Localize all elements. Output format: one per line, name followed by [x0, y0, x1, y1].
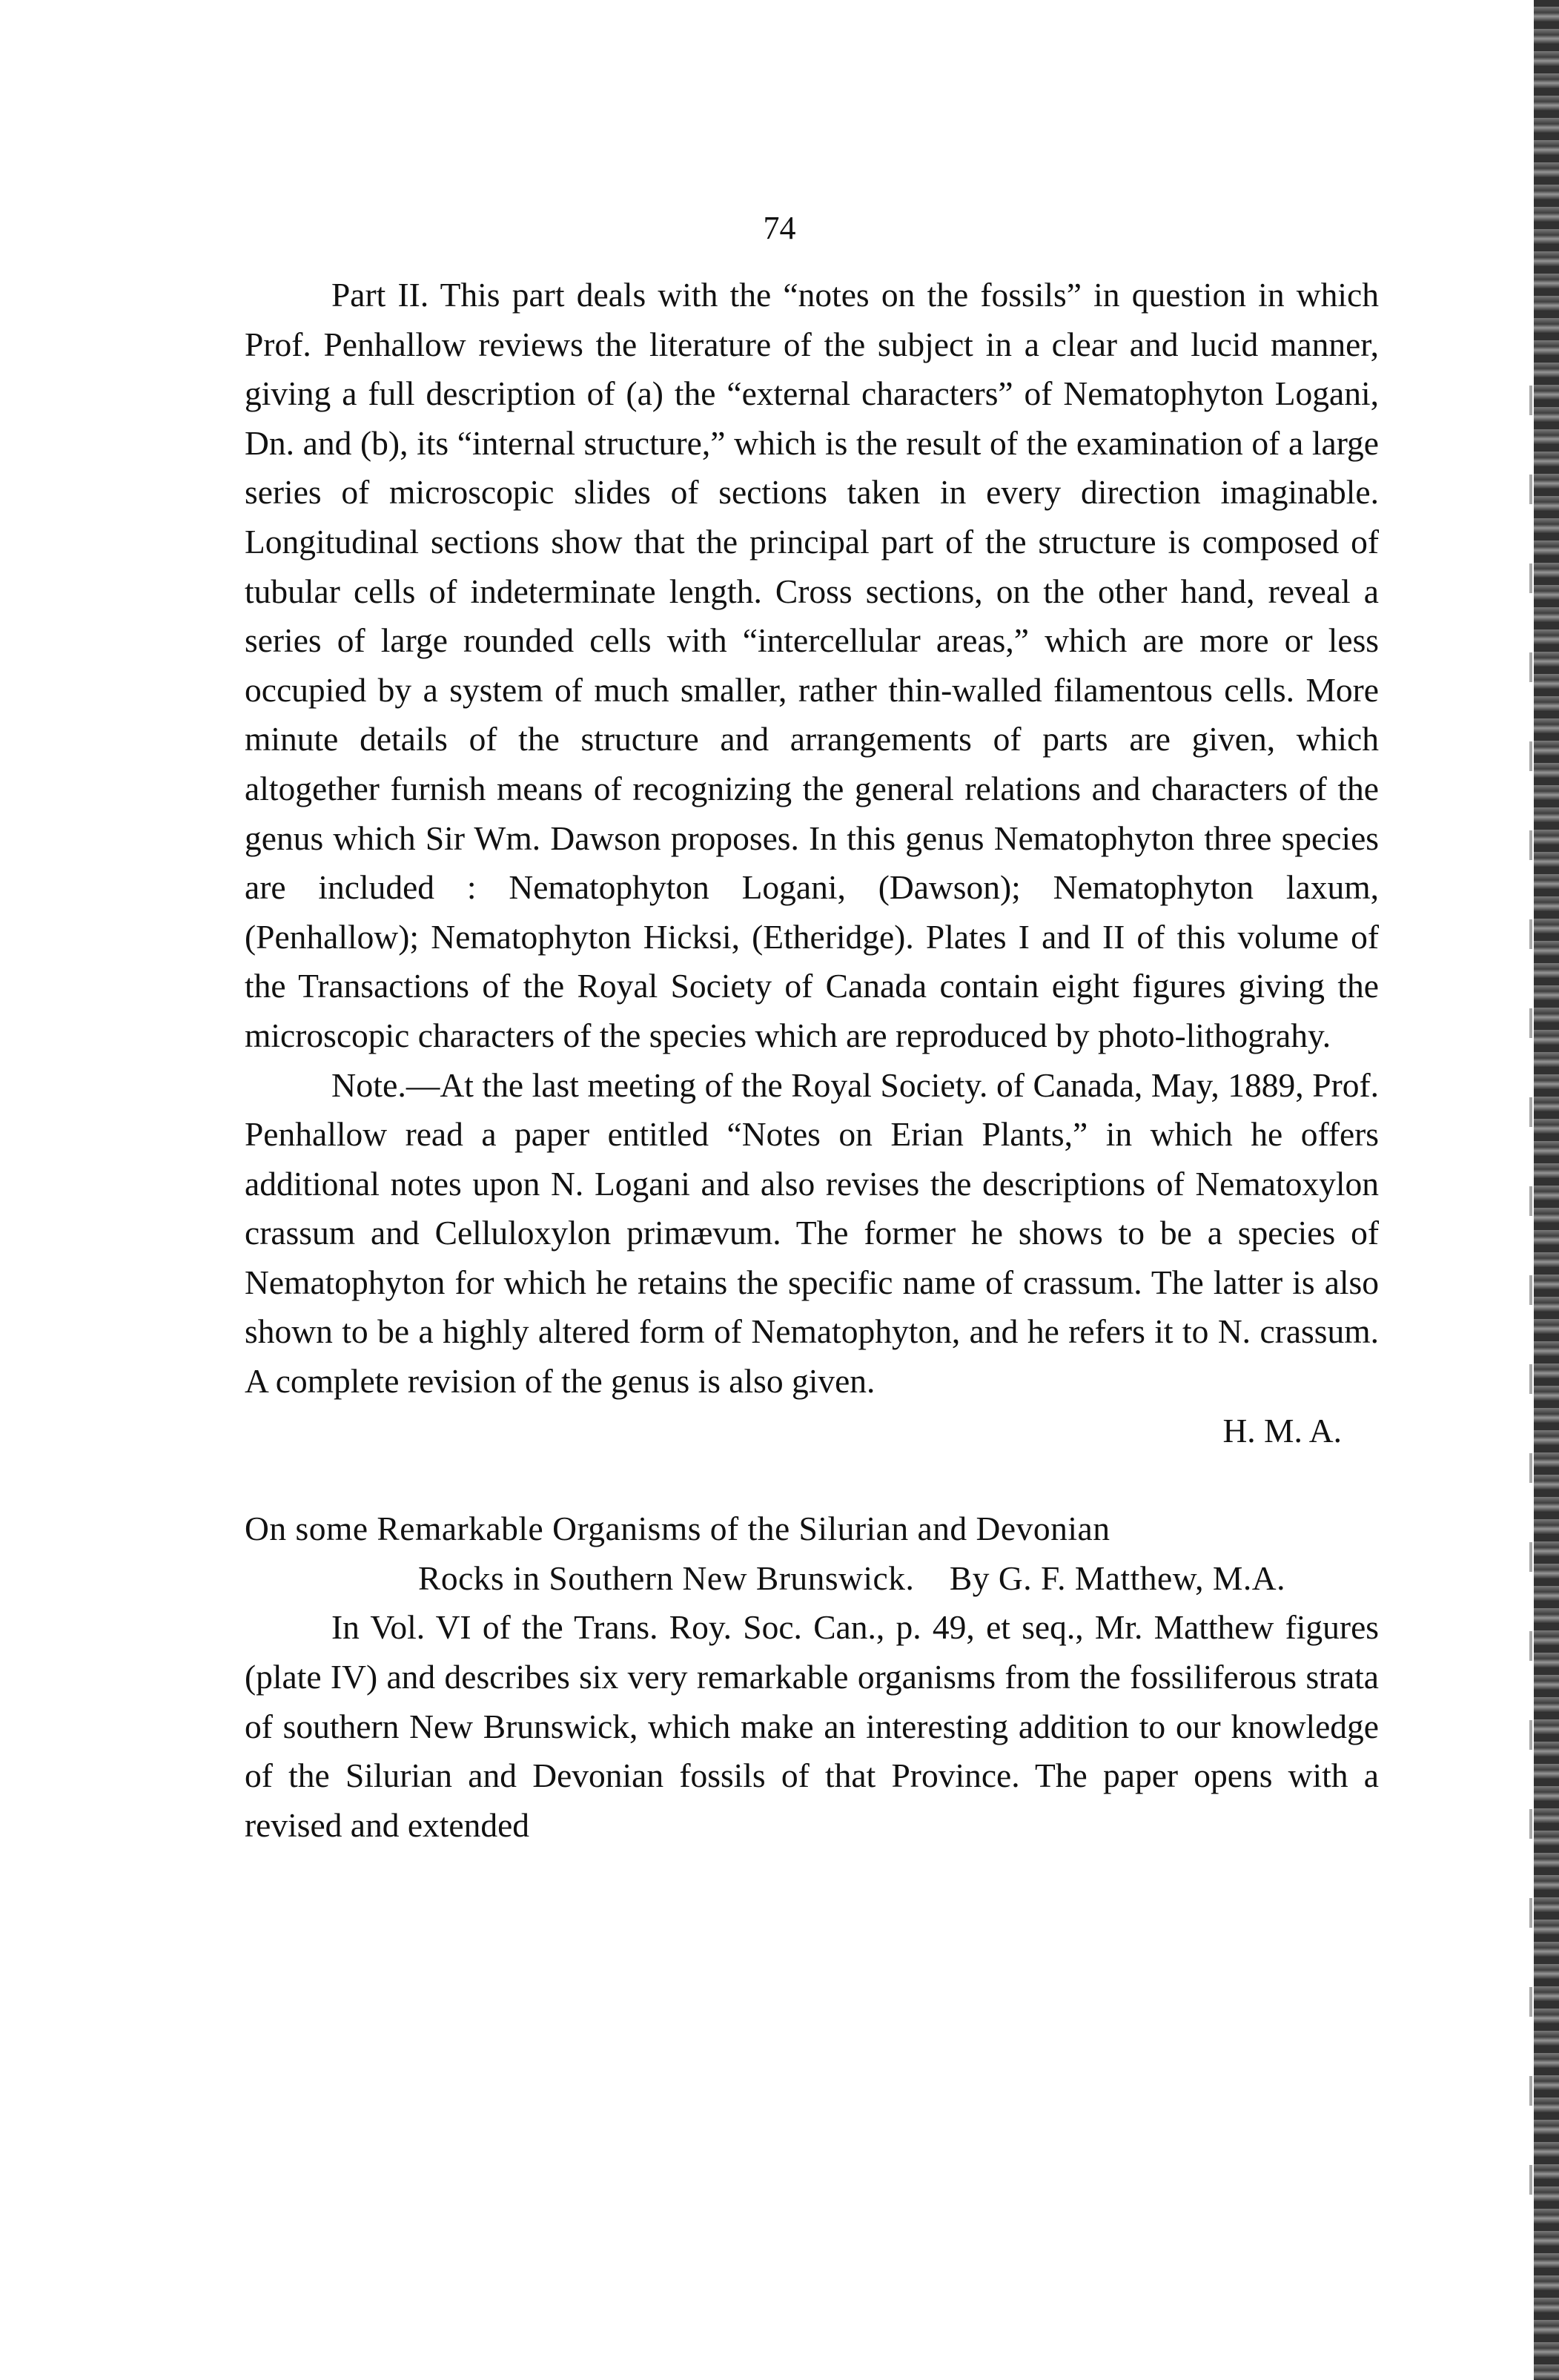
scan-edge-shadow [1534, 0, 1559, 2380]
part-two-paragraph: Part II. This part deals with the “notes on the fossils” in question in which Prof. Penhallow reviews the literature of the subject in a clear and lucid manner, giving a full description of (a) the “external characters” of Nematophyton Logani, Dn. and (b), its “internal structure,” which is the result of the examination of a large series of microscopic slides of sections taken in every direction imaginable. Longitudinal sections show that the principal part of the structure is composed of tubular cells of indeterminate length. Cross sections, on the other hand, reveal a series of large rounded cells with “intercellular areas,” which are more or less occupied by a system of much smaller, rather thin-walled filamentous cells. More minute details of the structure and arrangements of parts are given, which altogether furnish means of recognizing the general relations and characters of the genus which Sir Wm. Dawson proposes. In this genus Nematophyton three species are included : Nematophyton Logani, (Dawson); Nematophyton laxum, (Penhallow); Nematophyton Hicksi, (Etheridge). Plates I and II of this volume of the Transactions of the Royal Society of Canada contain eight figures giving the microscopic characters of the species which are reproduced by photo-lithograhy. [245, 276, 1379, 1054]
section-byline: By G. F. Matthew, M.A. [949, 1558, 1285, 1597]
scan-edge-artifact [1529, 386, 1532, 2239]
matthew-paragraph: In Vol. VI of the Trans. Roy. Soc. Can., p. 49, et seq., Mr. Matthew figures (plate IV) and describes six very remarkable organisms from the fossiliferous strata of southern New Brunswick, which make an interesting addition to our knowledge of the Silurian and Devonian fossils of that Province. The paper opens with a revised and extended [245, 1608, 1379, 1844]
page-number: 74 [763, 210, 796, 246]
section-heading-line2: Rocks in Southern New Brunswick. [418, 1558, 915, 1597]
signature: H. M. A. [1222, 1411, 1342, 1450]
section-heading [245, 1504, 1379, 1603]
section-heading-line1: On some Remarkable Organisms of the Silurian and Devonian [245, 1510, 1111, 1548]
note-label: Note. [331, 1065, 406, 1104]
section-heading-line2-wrap [418, 1554, 1379, 1604]
note-paragraph [245, 1061, 1379, 1406]
note-text: —At the last meeting of the Royal Society. of Canada, May, 1889, Prof. Penhallow read a paper entitled “Notes on Erian Plants,” in which he offers additional notes upon N. Logani and also revises the descriptions of Nematoxylon crassum and Celluloxylon primævum. The former he shows to be a species of Nematophyton for which he retains the specific name of crassum. The latter is also shown to be a highly altered form of Nematophyton, and he refers it to N. crassum. A complete revision of the genus is also given. [245, 1065, 1379, 1401]
text-column [245, 271, 1379, 1850]
